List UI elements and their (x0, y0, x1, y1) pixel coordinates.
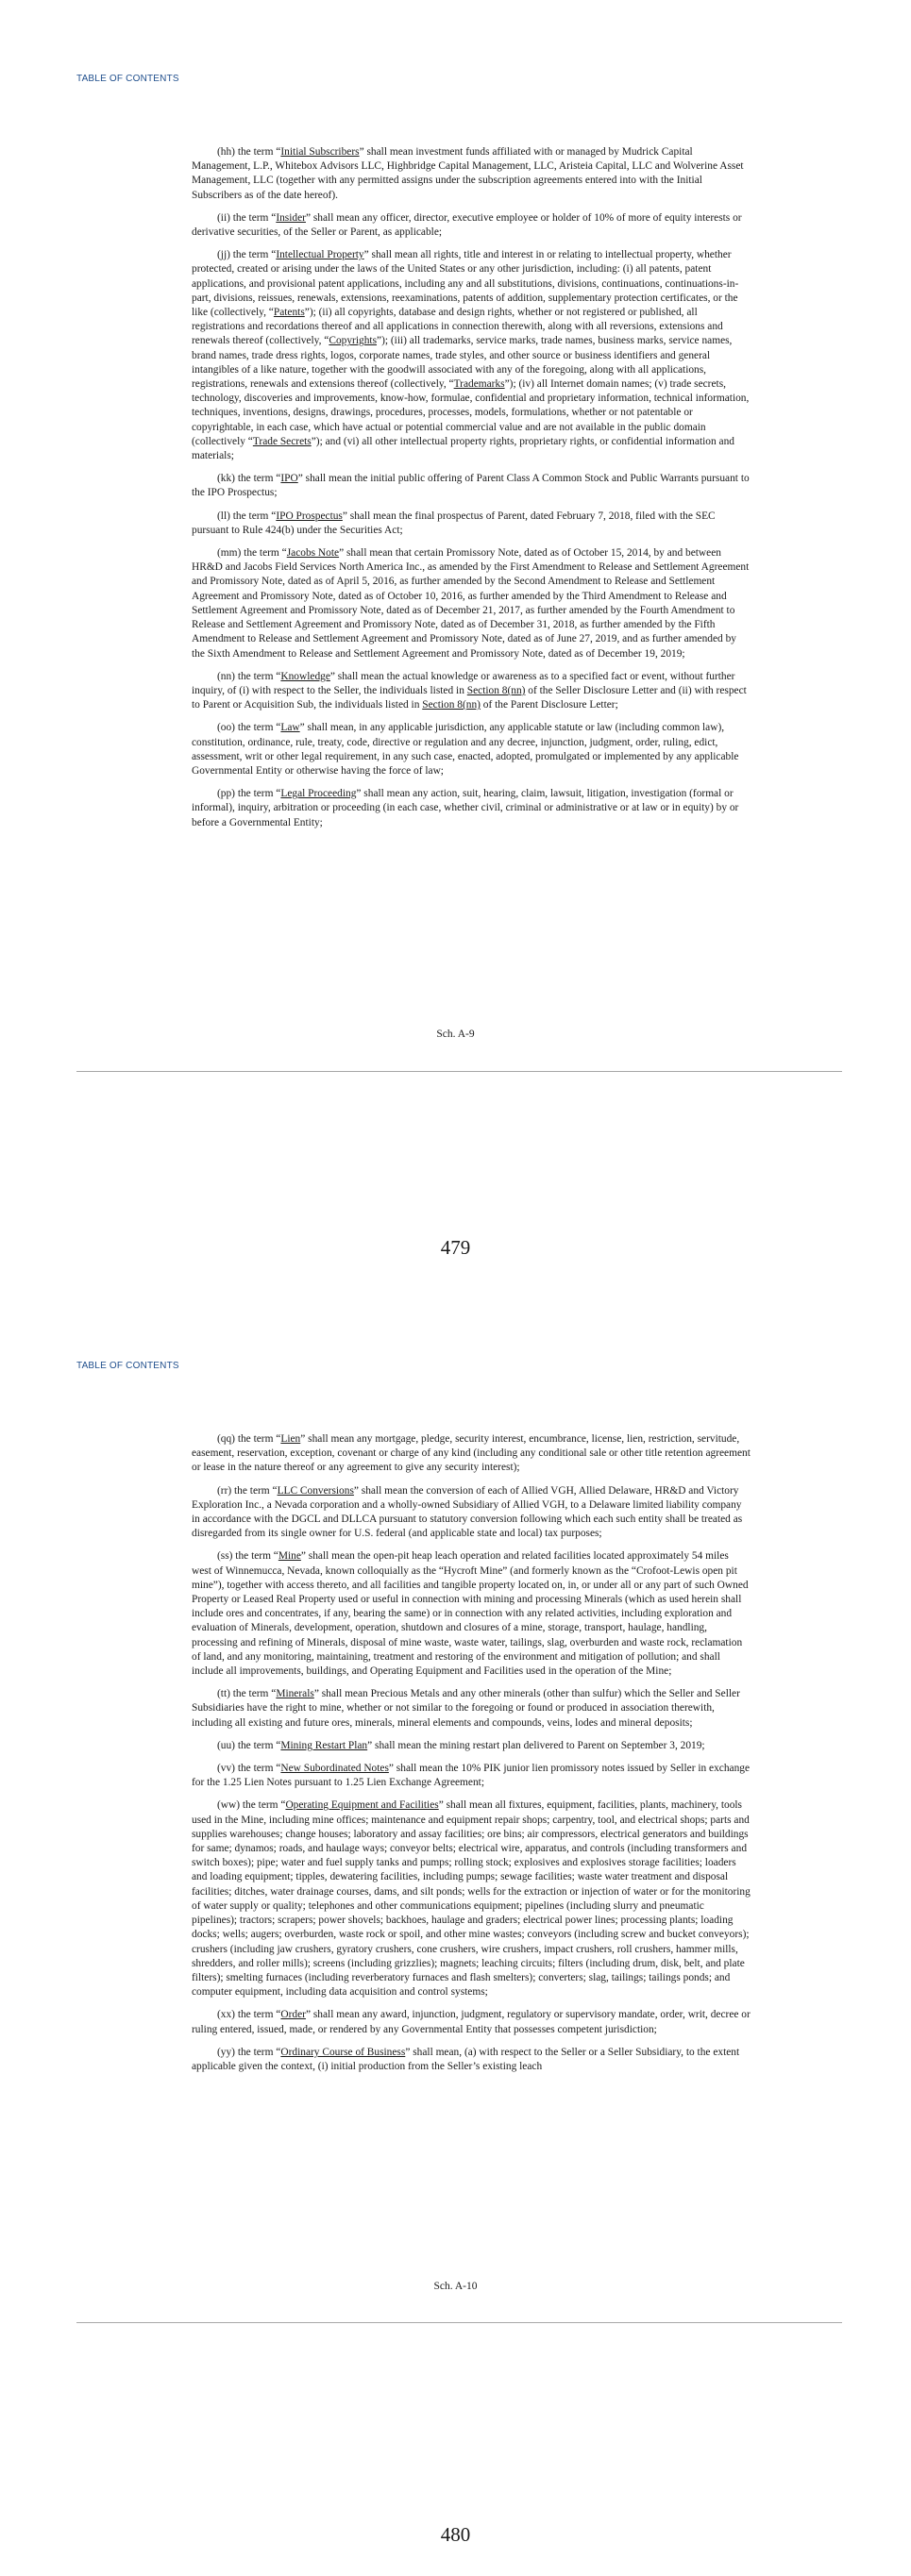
definition-paragraph: (ii) the term “Insider” shall mean any officer, director, executive employee or holder of 10% of more of equity interests or derivative securities, of the Seller or Parent, as applicable; (192, 211, 742, 239)
page-1-body (192, 145, 751, 839)
definition-paragraph: (mm) the term “Jacobs Note” shall mean that certain Promissory Note, dated as of October 15, 2014, by and between HR&D and Jacobs Field Services North America Inc., as amended by the First Amendment to Release and Settlement Agreement and Promissory Note, dated as of April 5, 2016, as further amended by the Second Amendment to Release and Settlement Agreement and Promissory Note, dated as of October 10, 2016, as further amended by the Third Amendment to Release and Settlement Agreement and Promissory Note, dated as of December 21, 2017, as further amended by the Fourth Amendment to Release and Settlement Agreement and Promissory Note, dated as of December 31, 2018, as further amended by the Fifth Amendment to Release and Settlement Agreement and Promissory Note, dated as of June 27, 2019, and as further amended by the Sixth Amendment to Release and Settlement Agreement and Promissory Note, dated as of December 19, 2019; (192, 547, 750, 660)
definition-paragraph: (uu) the term “Mining Restart Plan” shall mean the mining restart plan delivered to Parent on September 3, 2019; (217, 1739, 705, 1751)
schedule-label: Sch. A-10 (433, 2281, 478, 2292)
definition-paragraph: (yy) the term “Ordinary Course of Business” shall mean, (a) with respect to the Seller or a Seller Subsidiary, to the extent applicable given the context, (i) initial production from the Seller’s existing leach (192, 2046, 740, 2072)
definition-paragraph: (hh) the term “Initial Subscribers” shall mean investment funds affiliated with or managed by Mudrick Capital Management, L.P., Whitebox Advisors LLC, Highbridge Capital Management, LLC, Aristeia Capital, LLC and Wolverine Asset Management, LLC (together with any permitted assigns under the subscription agreements entered into with the Initial Subscribers as of the date hereof). (192, 146, 744, 201)
definition-paragraph: (jj) the term “Intellectual Property” shall mean all rights, title and interest in or relating to intellectual property, whether protected, created or arising under the laws of the United States or any other jurisdiction, including: (i) all patents, patent applications, and provisional patent applications, including any and all substitutions, divisions, continuations, continuations-in-part, divisions, reissues, renewals, extensions, reexaminations, patents of addition, supplementary protection certificates, or the like (collectively, “Patents”); (ii) all copyrights, database and design rights, whether or not registered or published, all registrations and recordations thereof and all applications in connection therewith, along with all reversions, extensions and renewals thereof (collectively, “Copyrights”); (iii) all trademarks, service marks, trade names, business marks, service names, brand names, trade dress rights, logos, corporate names, trade styles, and other source or business identifiers and general intangibles of a like nature, together with the goodwill associated with any of the foregoing, along with all applications, registrations, renewals and extensions thereof (collectively, “Trademarks”); (iv) all Internet domain names; (v) trade secrets, technology, discoveries and improvements, know-how, formulae, confidential and proprietary information, technical information, techniques, inventions, designs, drawings, procedures, processes, models, formulations, whether or not patentable or copyrightable, in each case, which have actual or potential commercial value and are not available in the public domain (collectively “Trade Secrets”); and (vi) all other intellectual property rights, proprietary rights, or confidential information and materials; (192, 249, 750, 462)
schedule-label: Sch. A-9 (436, 1029, 475, 1040)
page-number: 480 (440, 2523, 471, 2546)
definition-paragraph: (nn) the term “Knowledge” shall mean the actual knowledge or awareness as to a specified fact or event, without further inquiry, of (i) with respect to the Seller, the individuals listed in Section 8(nn) of the Seller Disclosure Letter and (ii) with respect to Parent or Acquisition Sub, the individuals listed in Section 8(nn) of the Parent Disclosure Letter; (192, 670, 747, 711)
page-2-body (192, 1432, 751, 2083)
definition-paragraph: (ll) the term “IPO Prospectus” shall mean the final prospectus of Parent, dated February 7, 2018, filed with the SEC pursuant to Rule 424(b) under the Securities Act; (192, 510, 716, 536)
definition-paragraph: (rr) the term “LLC Conversions” shall mean the conversion of each of Allied VGH, Allied Delaware, HR&D and Victory Exploration Inc., a Nevada corporation and a wholly-owned Subsidiary of Allied VGH, to a Delaware limited liability company in accordance with the DGCL and DLLCA pursuant to statutory conversion following which each such entity shall be treated as disregarded from its single owner for U.S. federal (and applicable state and local) tax purposes; (192, 1484, 743, 1540)
table-of-contents-link[interactable]: TABLE OF CONTENTS (76, 1361, 179, 1371)
definition-paragraph: (qq) the term “Lien” shall mean any mortgage, pledge, security interest, encumbrance, license, lien, restriction, servitude, easement, reservation, exception, covenant or charge of any kind (including any conditional sale or other title retention agreement or lease in the nature thereof or any agreement to give any security interest); (192, 1433, 751, 1474)
definition-paragraph: (pp) the term “Legal Proceeding” shall mean any action, suit, hearing, claim, lawsuit, litigation, investigation (formal or informal), inquiry, arbitration or proceeding (in each case, whether civil, criminal or administrative or at law or in equity) by or before a Governmental Entity; (192, 788, 739, 828)
page-divider (76, 1071, 842, 1072)
page-divider (76, 2322, 842, 2323)
table-of-contents-link[interactable]: TABLE OF CONTENTS (76, 74, 179, 84)
definition-paragraph: (kk) the term “IPO” shall mean the initial public offering of Parent Class A Common Stock and Public Warrants pursuant to the IPO Prospectus; (192, 473, 750, 499)
definition-paragraph: (tt) the term “Minerals” shall mean Precious Metals and any other minerals (other than sulfur) which the Seller and Seller Subsidiaries have the right to mine, whether or not similar to the foregoing or found or produced in association therewith, including all existing and future ores, minerals, mineral elements and compounds, veins, lodes and mineral deposits; (192, 1688, 740, 1729)
definition-paragraph: (vv) the term “New Subordinated Notes” shall mean the 10% PIK junior lien promissory notes issued by Seller in exchange for the 1.25 Lien Notes pursuant to 1.25 Lien Exchange Agreement; (192, 1763, 751, 1789)
page-number: 479 (440, 1236, 471, 1259)
definition-paragraph: (ss) the term “Mine” shall mean the open-pit heap leach operation and related facilities located approximately 54 miles west of Winnemucca, Nevada, known colloquially as the “Hycroft Mine” (and formerly known as the “Crofoot-Lewis open pit mine”), together with access thereto, and all facilities and tangible property located on, in, or under all or any part of such Owned Property or Leased Real Property used or useful in connection with mining and processing Minerals (which as used herein shall include ores and concentrates, if any, bearing the same) or in connection with any related activities, including exploration and evaluation of Minerals, development, operation, shutdown and closures of a mine, storage, transport, haulage, handling, processing and refining of Minerals, disposal of mine waste, waste water, tailings, slag, overburden and waste rock, reclamation of land, and any monitoring, maintaining, treatment and restoring of the environment and mitigation of pollution; and shall include all improvements, buildings, and Operating Equipment and Facilities used in the operation of the Mine; (192, 1550, 749, 1678)
definition-paragraph: (oo) the term “Law” shall mean, in any applicable jurisdiction, any applicable statute or law (including common law), constitution, ordinance, rule, treaty, code, directive or regulation and any decree, injunction, judgment, order, ruling, edict, assessment, writ or other legal requirement, in any such case, enacted, adopted, promulgated or implemented by any applicable Governmental Entity or otherwise having the force of law; (192, 722, 739, 777)
definition-paragraph: (xx) the term “Order” shall mean any award, injunction, judgment, regulatory or supervisory mandate, order, writ, decree or ruling entered, issued, made, or rendered by any Governmental Entity that possesses competent jurisdiction; (192, 2009, 751, 2035)
definition-paragraph: (ww) the term “Operating Equipment and Facilities” shall mean all fixtures, equipment, facilities, plants, machinery, tools used in the Mine, including mine offices; maintenance and equipment repair shops; carpentry, tool, and electrical shops; parts and supplies warehouses; change houses; laboratory and assay facilities; ore bins; air compressors, electrical generators and buildings for same; dynamos; roads, and haulage ways; conveyor belts; electrical wire, apparatus, and controls (including transformers and switch boxes); pipe; water and fuel supply tanks and pumps; rolling stock; explosives and explosives storage facilities; loaders and loading equipment; tipples, dewatering facilities, including pumps; sewage facilities; waste water treatment and disposal facilities; ditches, water drainage courses, dams, and silt ponds; wells for the extraction or injection of water or for the monitoring of water supply or quality; telephones and other communications equipment; pipelines (including slurry and pneumatic pipelines); tractors; scrapers; power shovels; backhoes, haulage and graders; electrical power lines; processing plants; loading docks; wells; augers; overburden, waste rock or spoil, and other mine wastes; conveyors (including screw and bucket conveyors); crushers (including jaw crushers, gyratory crushers, cone crushers, wire crushers, impact crushers, roll crushers, hammer mills, shredders, and roller mills); screens (including grizzlies); magnets; leaching circuits; filters (including drum, disk, belt, and plate filters); smelting furnaces (including reverberatory furnaces and flash smelters); converters; slag, tailings; tailings ponds; and computer equipment, including data acquisition and control systems; (192, 1799, 751, 1999)
